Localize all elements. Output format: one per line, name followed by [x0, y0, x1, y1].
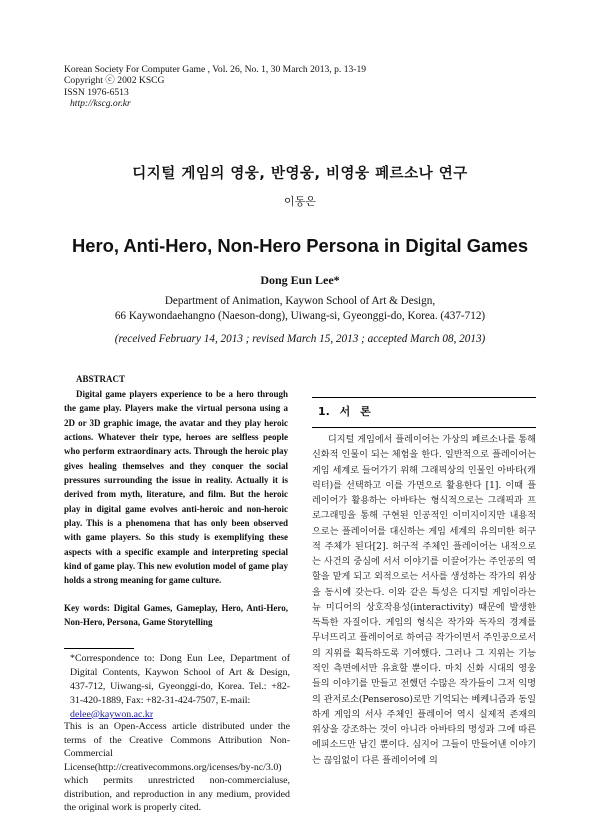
journal-info	[64, 64, 366, 110]
correspondence-text: *Correspondence to: Dong Eun Lee, Department of Digital Contents, Kaywon School of Art & Design, 437-712, Uiwang-si, Gyeonggi-do, Korea. Tel.: +82-31-420-1889, Fax: +82-31-424-7507, E-mail:	[70, 653, 290, 706]
correspondence-email[interactable]: delee@kaywon.ac.kr	[70, 708, 154, 720]
section-rule-bottom	[312, 427, 536, 428]
footnote-divider	[64, 648, 134, 649]
open-access-notice: This is an Open-Access article distributed under the terms of the Creative Commons Attribution Non-Commercial License(http://creativecommons.org/icenses/by-nc/3.0) which permits unrestricted non-commercialuse, distribution, and reproduction in any medium, provided the original work is properly cited.	[64, 721, 290, 813]
journal-url[interactable]: http://kscg.or.kr	[70, 98, 131, 110]
correspondence-footnote	[64, 652, 290, 722]
affiliation-line-1: Department of Animation, Kaywon School of Art & Design,	[164, 295, 436, 307]
abstract-heading: ABSTRACT	[76, 374, 126, 384]
affiliation	[0, 294, 600, 324]
section-title: 1. 서 론	[318, 405, 371, 418]
korean-author: 이동은	[284, 195, 316, 208]
submission-dates: (received February 14, 2013 ; revised March 15, 2013 ; accepted March 08, 2013)	[114, 333, 486, 345]
keywords: Key words: Digital Games, Gameplay, Hero, Anti-Hero, Non-Hero, Persona, Game Storytelling	[64, 602, 288, 628]
journal-citation: Korean Society For Computer Game , Vol. 26, No. 1, 30 March 2013, p. 13-19	[64, 64, 367, 75]
issn-line: ISSN 1976-6513	[64, 86, 129, 98]
section-rule-top	[312, 397, 536, 398]
english-title: Hero, Anti-Hero, Non-Hero Persona in Digital Games	[71, 235, 529, 256]
abstract-body: Digital game players experience to be a hero through the game play. Players make the virtual persona using a 2D or 3D graphic image, the avatar and they play heroic actions. Whatever their type, heroes are selfless people who perform extraordinary acts. Through the heroic play gives healing themselves and they conquer the social pressures surrounding the issue in reality. Actually it is derived from myth, literature, and film. But the heroic play in digital game evolves anti-heroic and non-heroic play. This is a phenomena that has only been observed with game players. So this study is exemplifying these aspects with a specific example and interpreting special kind of game play. This new evolution model of game play holds a strong meaning for game culture.	[64, 389, 288, 586]
english-author: Dong Eun Lee*	[260, 273, 340, 287]
introduction-body: 디지털 게임에서 플레이어는 가상의 페르소나를 통해 신화적 인물이 되는 체험을 한다. 일반적으로 플레이어는 게임 세계로 들어가기 위해 그래픽상의 인물인 아바타(캐릭터)를 선택하고 이를 가면으로 활용한다 [1]. 이때 플레이어가 활용하는 아바타는 형식적으로는 그래픽과 프로그래밍을 통해 구현된 인공적인 이미지이지만 내용적으로는 플레이어를 대신하는 게임 세계의 유의미한 허구적 주체가 된다[2]. 허구적 주체인 플레이어는 내적으로는 사건의 중심에 서서 이야기를 이끌어가는 주인공의 역할을 맡게 되고 외적으로는 서사를 생성하는 작가의 위상을 동시에 갖는다. 이와 같은 특성은 디지털 게임이라는 뉴 미디어의 상호작용성(interactivity) 때문에 발생한 독특한 자질이다. 게임의 형식은 작가와 독자의 경계를 무너뜨리고 플레이어로 하여금 작가이면서 주인공으로서의 지위를 획득하도록 기여했다. 그러나 그 지위는 기능적인 측면에서만 유효할 뿐이다. 마치 신화 시대의 영웅들의 이야기를 만들고 전했던 수많은 작가들이 그저 익명의 관저로소(Penseroso)로만 기억되는 베케니즘과 동일하게 게임의 서사 주체인 플레이어 역시 실제적 존재의 위상을 강조하는 것이 아니라 아바타의 명성과 그에 따른 에피소드만 남긴 뿐이다. 심지어 그들이 만들어낸 이야기는 끊임없이 다른 플레이어에 의	[312, 435, 536, 766]
korean-title: 디지털 게임의 영웅, 반영웅, 비영웅 페르소나 연구	[132, 166, 468, 182]
affiliation-line-2: 66 Kaywondaehangno (Naeson-dong), Uiwang-si, Gyeonggi-do, Korea. (437-712)	[114, 310, 486, 322]
copyright-line: Copyright ⓒ 2002 KSCG	[64, 75, 165, 87]
abstract-section	[64, 374, 288, 630]
